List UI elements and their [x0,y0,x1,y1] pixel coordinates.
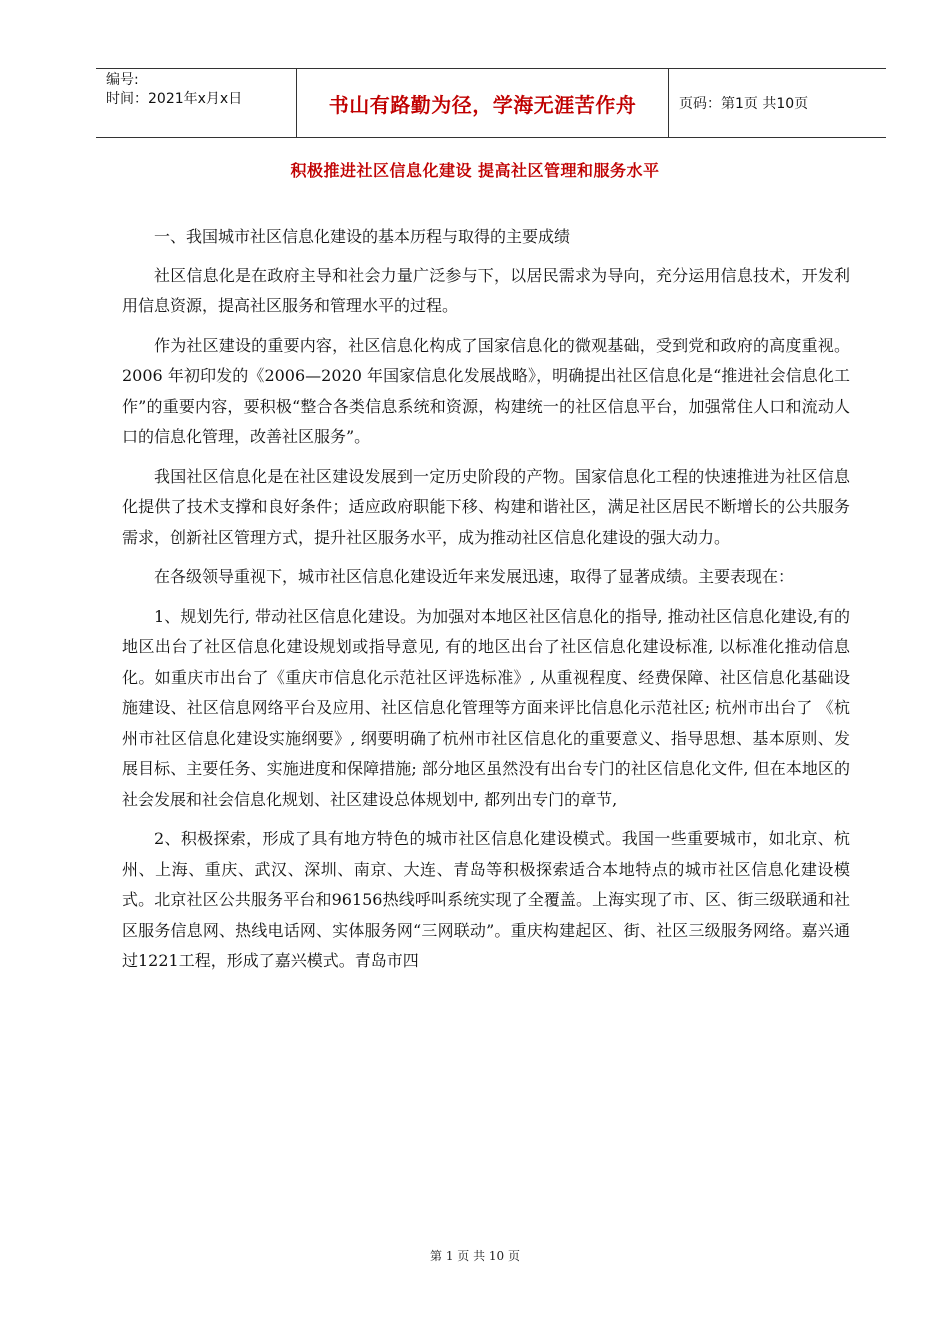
document-body [122,222,850,986]
header-page-info: 页码：第1页 共10页 [679,96,809,112]
time-label: 时间：2021年x月x日 [106,91,243,107]
code-label: 编号: [106,72,139,88]
header-left-cell [96,69,297,137]
page-footer: 第 1 页 共 10 页 [430,1249,520,1263]
paragraph: 1、规划先行, 带动社区信息化建设。为加强对本地区社区信息化的指导, 推动社区信息化建设,有的地区出台了社区信息化建设规划或指导意见, 有的地区出台了社区信息化建设标准, 以标准化推动信息化。如重庆市出台了《重庆市信息化示范社区评选标准》, 从重视程度、经费保障、社区信息化基础设施建设、社区信息网络平台及应用、社区信息化管理等方面来评比信息化示范社区; 杭州市出台了 《杭州市社区信息化建设实施纲要》, 纲要明确了杭州市社区信息化的重要意义、指导思想、基本原则、发展目标、主要任务、实施进度和保障措施; 部分地区虽然没有出台专门的社区信息化文件, 但在本地区的社会发展和社会信息化规划、社区建设总体规划中, 都列出专门的章节, [122,606,850,809]
header-page-cell [669,69,886,137]
header-motto: 书山有路勤为径，学海无涯苦作舟 [328,92,637,117]
paragraph: 作为社区建设的重要内容，社区信息化构成了国家信息化的微观基础，受到党和政府的高度重视。2006 年初印发的《2006—2020 年国家信息化发展战略》，明确提出社区信息化是“推进社会信息化工作”的重要内容，要积极“整合各类信息系统和资源，构建统一的社区信息平台，加强常住人口和流动人口的信息化管理，改善社区服务”。 [122,335,850,446]
paragraph: 2、积极探索，形成了具有地方特色的城市社区信息化建设模式。我国一些重要城市，如北京、杭州、上海、重庆、武汉、深圳、南京、大连、青岛等积极探索适合本地特点的城市社区信息化建设模式。北京社区公共服务平台和96156热线呼叫系统实现了全覆盖。上海实现了市、区、街三级联通和社区服务信息网、热线电话网、实体服务网“三网联动”。重庆构建起区、街、社区三级服务网络。嘉兴通过1221工程，形成了嘉兴模式。青岛市四 [122,829,850,970]
paragraph: 社区信息化是在政府主导和社会力量广泛参与下，以居民需求为导向，充分运用信息技术，开发利用信息资源，提高社区服务和管理水平的过程。 [122,265,850,315]
paragraph: 在各级领导重视下，城市社区信息化建设近年来发展迅速，取得了显著成绩。主要表现在： [154,567,795,586]
header-motto-cell [297,69,669,137]
document-title: 积极推进社区信息化建设 提高社区管理和服务水平 [290,161,660,180]
section-heading: 一、我国城市社区信息化建设的基本历程与取得的主要成绩 [154,227,571,246]
paragraph: 我国社区信息化是在社区建设发展到一定历史阶段的产物。国家信息化工程的快速推进为社区信息化提供了技术支撑和良好条件；适应政府职能下移、构建和谐社区，满足社区居民不断增长的公共服务需求，创新社区管理方式，提升社区服务水平，成为推动社区信息化建设的强大动力。 [122,466,850,547]
header-table [96,68,886,138]
